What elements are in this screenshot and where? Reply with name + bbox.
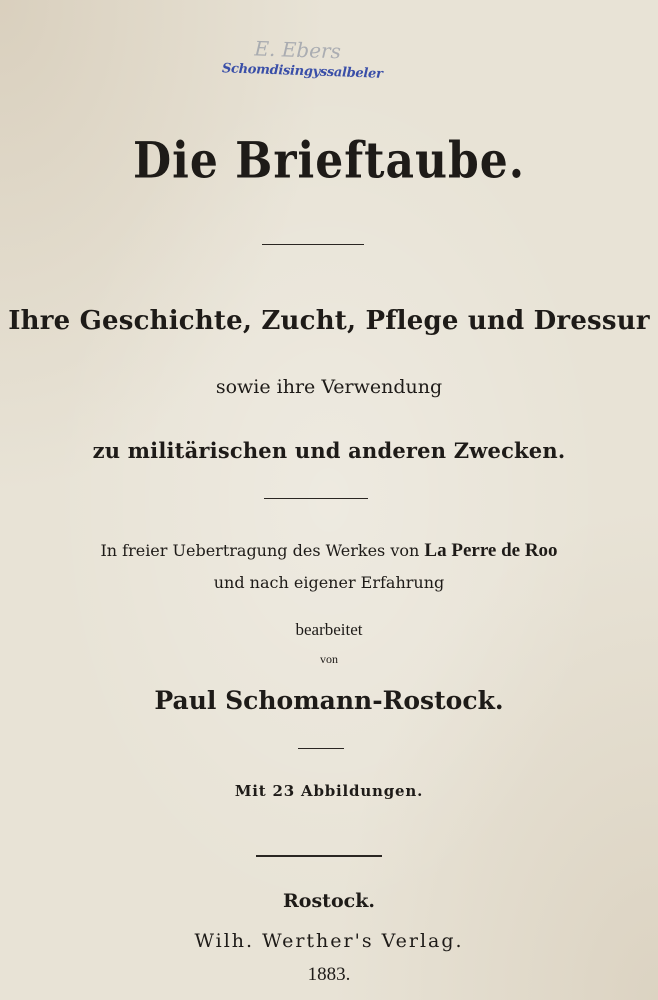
edited-label: bearbeitet [295, 620, 363, 639]
stamp-text: Schomdisingyssalbeler [221, 61, 383, 82]
book-title: Die Brieftaube. [132, 132, 526, 191]
publisher-name: Wilh. Werther's Verlag. [194, 930, 464, 952]
library-stamp [205, 33, 397, 96]
translation-credit-prefix: In freier Uebertragung des Werkes von [100, 541, 420, 560]
illustrations-note: Mit 23 Abbildungen. [234, 782, 424, 800]
handwritten-signature: E. Ebers [254, 36, 342, 64]
experience-line: und nach eigener Erfahrung [213, 573, 445, 592]
publication-year: 1883. [307, 964, 351, 985]
author-name: Paul Schomann-Rostock. [154, 686, 504, 715]
subtitle-line-2: sowie ihre Verwendung [215, 376, 443, 398]
subtitle-line-3: zu militärischen und anderen Zwecken. [92, 438, 566, 463]
divider-1 [262, 244, 364, 245]
divider-4 [256, 855, 382, 857]
divider-3 [298, 748, 344, 749]
by-label: von [320, 652, 338, 666]
subtitle-line-1: Ihre Geschichte, Zucht, Pflege und Dressur [8, 306, 650, 336]
divider-2 [264, 498, 368, 499]
translation-credit [0, 540, 658, 562]
publication-place: Rostock. [283, 890, 375, 912]
original-author: La Perre de Roo [424, 540, 558, 561]
